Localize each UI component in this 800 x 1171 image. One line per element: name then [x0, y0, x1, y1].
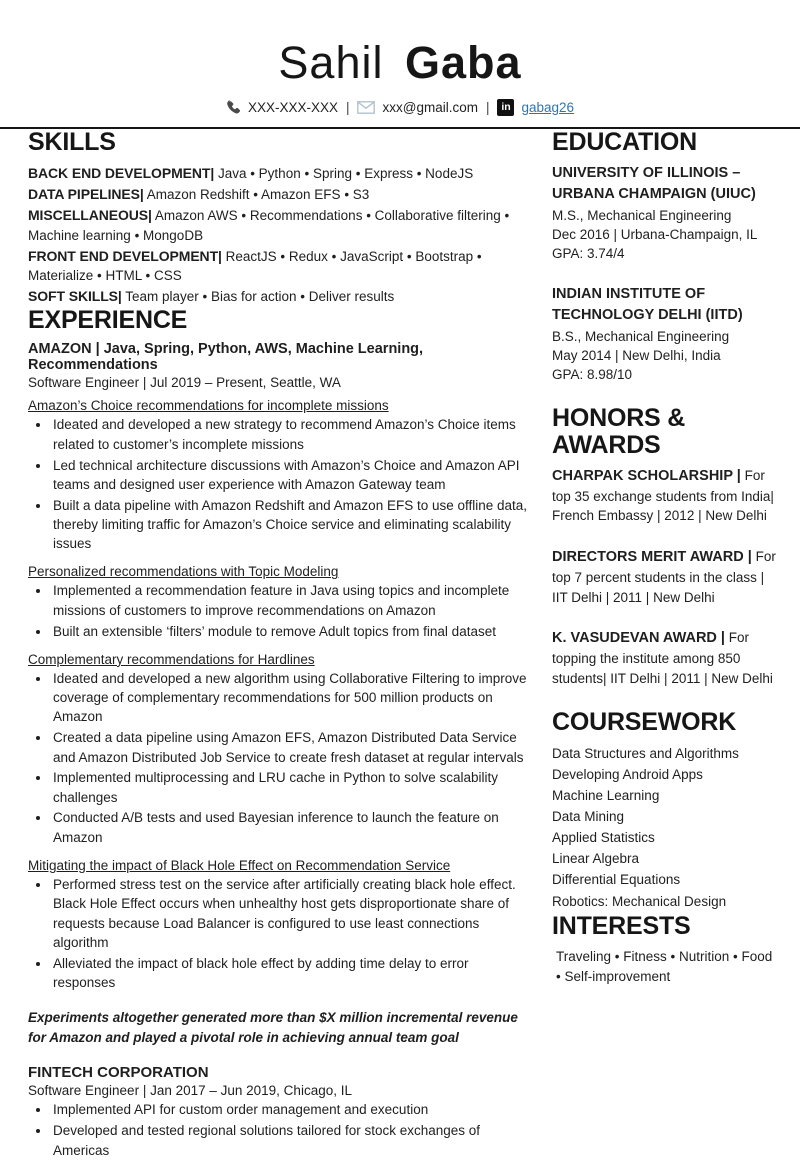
coursework-item: Data Mining [552, 809, 625, 825]
coursework-section-title: COURSEWORK [552, 708, 737, 737]
page-title [0, 37, 800, 88]
company-line: AMAZON | Java, Spring, Python, AWS, Machine Learning, Recommendations [28, 341, 424, 374]
role-line: Software Engineer | Jan 2017 – Jun 2019, Chicago, IL [28, 1083, 352, 1099]
award-name: K. VASUDEVAN AWARD | [552, 630, 725, 647]
linkedin-icon: in [497, 99, 514, 116]
phone-number: XXX-XXX-XXX [247, 100, 338, 115]
first-name: Sahil [278, 37, 384, 88]
skill-label: SOFT SKILLS| [28, 288, 122, 305]
skill-row [28, 205, 534, 246]
school-name: INDIAN INSTITUTE OF TECHNOLOGY DELHI (IITD) [552, 286, 743, 323]
linkedin-link[interactable]: gabag26 [521, 100, 575, 115]
coursework-item: Robotics: Mechanical Design [552, 893, 727, 909]
coursework-item: Differential Equations [552, 872, 681, 888]
left-column [28, 129, 534, 1171]
education-entry-uiuc [552, 163, 778, 263]
contact-bar [0, 99, 800, 116]
skill-row [28, 163, 534, 184]
project-title: Mitigating the impact of Black Hole Effect on Recommendation Service [28, 858, 451, 874]
coursework-list [552, 744, 778, 911]
bullet-item: • Implemented API for custom order management and execution [51, 1100, 534, 1119]
header [0, 0, 800, 129]
gpa: GPA: 8.98/10 [552, 367, 633, 383]
bullet-item: • Led technical architecture discussions with Amazon’s Choice and Amazon API teams and designed user experience with Amazon Gateway team [51, 456, 534, 495]
bullet-item: • Alleviated the impact of black hole effect by adding time delay to error responses [51, 954, 534, 993]
skill-label: DATA PIPELINES| [28, 186, 144, 203]
role-line: Software Engineer | Jul 2019 – Present, Seattle, WA [28, 375, 341, 391]
skill-values: Team player • Bias for action • Deliver results [125, 289, 395, 305]
separator: | [485, 100, 490, 115]
phone-icon [226, 100, 241, 115]
project-bullets [28, 415, 534, 553]
award-name: DIRECTORS MERIT AWARD | [552, 549, 752, 566]
skill-label: MISCELLANEOUS| [28, 206, 152, 223]
honor-entry-vasudevan [552, 628, 778, 688]
coursework-item: Linear Algebra [552, 851, 640, 867]
bullet-item: • Performed stress test on the service after artificially creating black hole effect. Black Hole Effect occurs when unhealthy host gets disproportionate share of requests because Load Balancer is configured to use least connections algorithm [51, 875, 534, 952]
award-desc: For top 35 exchange students from India| French Embassy | 2012 | New Delhi [552, 467, 774, 524]
skill-row [28, 286, 534, 307]
coursework-item: Applied Statistics [552, 830, 655, 846]
skill-row [28, 246, 534, 287]
award-desc: For top 7 percent students in the class | IIT Delhi | 2011 | New Delhi [552, 549, 776, 605]
last-name: Gaba [405, 37, 522, 88]
skill-values: Amazon AWS • Recommendations • Collaborative filtering • Machine learning • MongoDB [28, 207, 510, 243]
bullet-item: • Built an extensible ‘filters’ module to remove Adult topics from final dataset [51, 622, 534, 641]
coursework-item: Developing Android Apps [552, 766, 703, 782]
coursework-item: Machine Learning [552, 787, 660, 803]
bullet-item: • Developed and tested regional solutions tailored for stock exchanges of Americas [51, 1121, 534, 1160]
date-location: May 2014 | New Delhi, India [552, 348, 721, 364]
job-bullets [28, 1100, 534, 1159]
email-address: xxx@gmail.com [382, 100, 478, 115]
company-line: FINTECH CORPORATION [28, 1064, 209, 1082]
skill-label: FRONT END DEVELOPMENT| [28, 247, 222, 264]
education-entry-iitd [552, 284, 778, 384]
skill-values: Amazon Redshift • Amazon EFS • S3 [146, 187, 370, 203]
content-columns [0, 129, 800, 1171]
bullet-item: • Ideated and developed a new strategy to recommend Amazon’s Choice items related to customer’s incomplete missions [51, 415, 534, 454]
experience-note: Experiments altogether generated more than $X million incremental revenue for Amazon and played a pivotal role in achieving annual team goal [28, 1010, 518, 1045]
mail-icon [357, 101, 375, 114]
bullet-item: • Built a data pipeline with Amazon Redshift and Amazon EFS to use offline data, thereby limiting traffic for Amazon’s Choice service and eliminating scalability issues [51, 496, 534, 554]
project-bullets [28, 875, 534, 992]
degree: M.S., Mechanical Engineering [552, 207, 732, 223]
bullet-item: • Conducted A/B tests and used Bayesian inference to launch the feature on Amazon [51, 808, 534, 847]
skill-row [28, 184, 534, 205]
skills-section-title: SKILLS [28, 128, 116, 156]
bullet-item: • Implemented a recommendation feature in Java using topics and incomplete missions of customers to improve recommendations on Amazon [51, 581, 534, 620]
interests-text: Traveling • Fitness • Nutrition • Food • Self-improvement [556, 949, 773, 985]
bullet-item: • Implemented multiprocessing and LRU cache in Python to solve scalability challenges [51, 768, 534, 807]
bullet-item: • Ideated and developed a new algorithm using Collaborative Filtering to improve coverage of complementary recommendations for 500 million products on Amazon [51, 669, 534, 727]
separator: | [345, 100, 350, 115]
interests-section-title: INTERESTS [552, 911, 691, 940]
education-section-title: EDUCATION [552, 128, 697, 156]
gpa: GPA: 3.74/4 [552, 246, 625, 262]
date-location: Dec 2016 | Urbana-Champaign, IL [552, 227, 758, 242]
honor-entry-charpak [552, 466, 778, 526]
skill-label: BACK END DEVELOPMENT| [28, 165, 215, 182]
award-name: CHARPAK SCHOLARSHIP | [552, 467, 741, 484]
skill-values: ReactJS • Redux • JavaScript • Bootstrap • Materialize • HTML • CSS [28, 248, 482, 284]
skill-values: Java • Python • Spring • Express • NodeJS [217, 166, 474, 182]
bullet-item: • Created a data pipeline using Amazon EFS, Amazon Distributed Data Service and Amazon Distributed Job Service to create fresh dataset at regular intervals [51, 728, 534, 767]
project-bullets [28, 581, 534, 640]
degree: B.S., Mechanical Engineering [552, 328, 730, 344]
school-name: UNIVERSITY OF ILLINOIS – URBANA CHAMPAIGN (UIUC) [552, 165, 756, 202]
job-amazon [28, 341, 534, 1047]
award-desc: For topping the institute among 850 students| IIT Delhi | 2011 | New Delhi [552, 630, 773, 686]
project-title: Complementary recommendations for Hardlines [28, 651, 315, 667]
honors-section-title: HONORS & AWARDS [552, 404, 686, 459]
job-fintech [28, 1064, 534, 1159]
project-bullets [28, 669, 534, 847]
honor-entry-directors [552, 547, 778, 607]
experience-section-title: EXPERIENCE [28, 306, 188, 335]
project-title: Personalized recommendations with Topic Modeling [28, 564, 339, 580]
right-column [552, 129, 778, 1171]
project-title: Amazon’s Choice recommendations for incomplete missions [28, 398, 389, 414]
skills-list [28, 163, 534, 307]
coursework-item: Data Structures and Algorithms [552, 745, 739, 761]
